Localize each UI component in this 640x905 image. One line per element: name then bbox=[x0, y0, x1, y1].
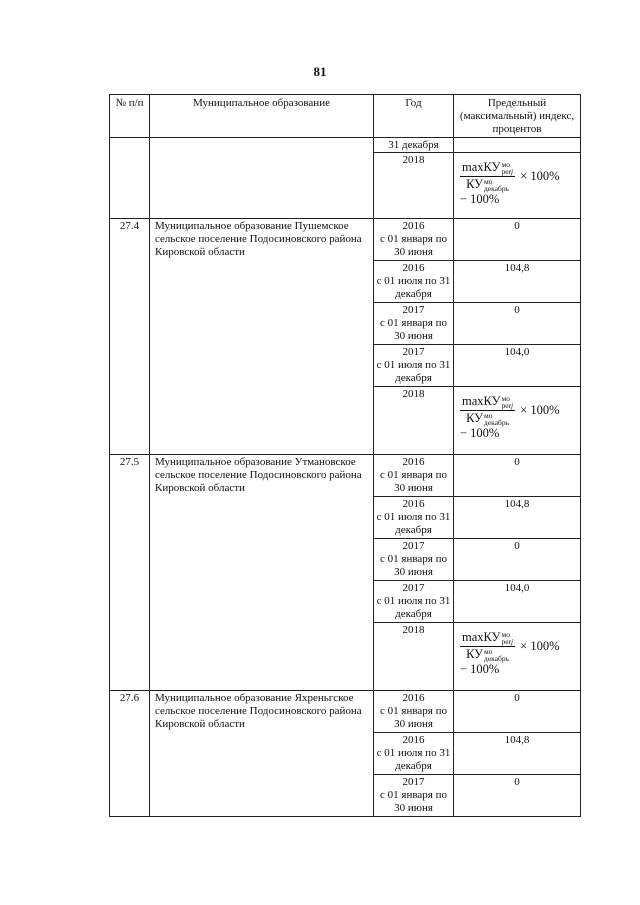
formula-numerator-indices bbox=[501, 395, 513, 409]
period-value: с 01 января по 30 июня bbox=[380, 553, 447, 578]
formula-denominator bbox=[466, 411, 509, 426]
table-row bbox=[110, 691, 581, 733]
value-cell: 104,8 bbox=[454, 733, 581, 775]
formula-denominator-main: КУ bbox=[466, 647, 484, 662]
formula-numerator-sub-j: j bbox=[511, 401, 514, 411]
year-cell bbox=[374, 539, 454, 581]
year-value: 2018 bbox=[402, 388, 425, 400]
year-cell bbox=[374, 581, 454, 623]
value-cell: 0 bbox=[454, 691, 581, 733]
value-cell: 0 bbox=[454, 775, 581, 817]
year-value: 2016 bbox=[402, 220, 425, 232]
period-value: с 01 января по 30 июня bbox=[380, 705, 447, 730]
formula-denominator-main: КУ bbox=[466, 177, 484, 192]
value-cell bbox=[454, 138, 581, 153]
year-cell bbox=[374, 455, 454, 497]
formula-numerator-sub: per bbox=[501, 167, 512, 177]
header-row bbox=[110, 95, 581, 138]
formula-numerator-main: maxКУ bbox=[462, 630, 501, 644]
formula-denominator-indices bbox=[484, 648, 509, 662]
formula-numerator-sub-j: j bbox=[511, 637, 514, 647]
index-formula-cell bbox=[454, 623, 581, 691]
table-row bbox=[110, 455, 581, 497]
municipality-cell: Муниципальное образование Утмановское сельское поселение Подосиновского района Кировской области bbox=[150, 455, 374, 691]
formula-denominator-indices bbox=[484, 178, 509, 192]
year-cell bbox=[374, 497, 454, 539]
formula-denominator-sup: мо bbox=[484, 411, 493, 421]
year-cell bbox=[374, 623, 454, 691]
formula-denominator bbox=[466, 647, 509, 662]
index-table bbox=[109, 94, 581, 817]
formula-numerator-sup: мо bbox=[501, 394, 510, 404]
num-cell: 27.5 bbox=[110, 455, 150, 691]
formula-denominator-sub: декабрь bbox=[484, 418, 510, 428]
year-value: 2018 bbox=[402, 624, 425, 636]
index-formula bbox=[454, 387, 580, 426]
year-value: 2017 bbox=[402, 346, 425, 358]
year-value: 2016 bbox=[402, 262, 425, 274]
formula-fraction bbox=[460, 161, 515, 192]
index-formula-cell bbox=[454, 387, 581, 455]
period-value: с 01 января по 30 июня bbox=[380, 233, 447, 258]
formula-times: × 100% bbox=[520, 169, 560, 184]
formula-denominator-sub: декабрь bbox=[484, 654, 510, 664]
formula-numerator bbox=[460, 161, 515, 177]
formula-numerator-sub-wrap bbox=[501, 638, 513, 645]
value-cell: 0 bbox=[454, 219, 581, 261]
formula-denominator-sub: декабрь bbox=[484, 184, 510, 194]
index-formula-cell bbox=[454, 153, 581, 219]
year-cell: 2018 bbox=[374, 153, 454, 219]
year-cell bbox=[374, 733, 454, 775]
period-value: с 01 июля по 31 декабря bbox=[376, 511, 451, 536]
formula-numerator-sup: мо bbox=[501, 630, 510, 640]
year-cell bbox=[374, 219, 454, 261]
formula-numerator-main: maxКУ bbox=[462, 160, 501, 174]
year-cell bbox=[374, 691, 454, 733]
header-municipality: Муниципальное образование bbox=[150, 95, 374, 138]
index-formula bbox=[454, 623, 580, 662]
formula-numerator-indices bbox=[501, 161, 513, 175]
period-value: с 01 июля по 31 декабря bbox=[376, 275, 451, 300]
num-cell: 27.6 bbox=[110, 691, 150, 817]
formula-fraction bbox=[460, 631, 515, 662]
value-cell: 104,0 bbox=[454, 345, 581, 387]
num-cell bbox=[110, 138, 150, 219]
table-row bbox=[110, 219, 581, 261]
year-value: 2017 bbox=[402, 776, 425, 788]
table-body bbox=[110, 95, 581, 817]
formula-numerator-sup: мо bbox=[501, 160, 510, 170]
year-value: 2017 bbox=[402, 582, 425, 594]
value-cell: 0 bbox=[454, 455, 581, 497]
year-value: 2016 bbox=[402, 692, 425, 704]
year-cell: 31 декабря bbox=[374, 138, 454, 153]
formula-numerator bbox=[460, 395, 515, 411]
num-cell: 27.4 bbox=[110, 219, 150, 455]
value-cell: 0 bbox=[454, 303, 581, 345]
period-value: с 01 июля по 31 декабря bbox=[376, 359, 451, 384]
formula-denominator-main: КУ bbox=[466, 411, 484, 426]
page-number: 81 bbox=[313, 64, 327, 79]
formula-denominator-sup: мо bbox=[484, 177, 493, 187]
formula-numerator-indices bbox=[501, 631, 513, 645]
year-cell bbox=[374, 387, 454, 455]
formula-minus: − 100% bbox=[460, 192, 500, 207]
formula-numerator-main: maxКУ bbox=[462, 394, 501, 408]
period-value: с 01 января по 30 июня bbox=[380, 317, 447, 342]
header-index: Предельный (максимальный) индекс, процентов bbox=[454, 95, 581, 138]
period-value: с 01 июля по 31 декабря bbox=[376, 747, 451, 772]
period-value: с 01 июля по 31 декабря bbox=[376, 595, 451, 620]
year-cell bbox=[374, 775, 454, 817]
formula-numerator-sub-wrap bbox=[501, 402, 513, 409]
formula-fraction bbox=[460, 395, 515, 426]
year-value: 2016 bbox=[402, 456, 425, 468]
year-value: 2016 bbox=[402, 498, 425, 510]
header-num: № п/п bbox=[110, 95, 150, 138]
formula-numerator-sub-j: j bbox=[511, 167, 514, 177]
header-year: Год bbox=[374, 95, 454, 138]
formula-denominator-sup: мо bbox=[484, 647, 493, 657]
value-cell: 104,0 bbox=[454, 581, 581, 623]
formula-times: × 100% bbox=[520, 403, 560, 418]
period-value: с 01 января по 30 июня bbox=[380, 789, 447, 814]
formula-minus: − 100% bbox=[460, 662, 500, 677]
formula-denominator bbox=[466, 177, 509, 192]
municipality-cell: Муниципальное образование Яхреньгское сельское поселение Подосиновского района Кировской области bbox=[150, 691, 374, 817]
formula-numerator-sub: per bbox=[501, 401, 512, 411]
year-value: 2017 bbox=[402, 304, 425, 316]
formula-numerator-sub-wrap bbox=[501, 168, 513, 175]
year-cell bbox=[374, 345, 454, 387]
formula-numerator-sub: per bbox=[501, 637, 512, 647]
formula-minus: − 100% bbox=[460, 426, 500, 441]
table-row bbox=[110, 138, 581, 153]
year-value: 2016 bbox=[402, 734, 425, 746]
value-cell: 0 bbox=[454, 539, 581, 581]
formula-numerator bbox=[460, 631, 515, 647]
year-value: 2017 bbox=[402, 540, 425, 552]
year-cell bbox=[374, 261, 454, 303]
value-cell: 104,8 bbox=[454, 261, 581, 303]
year-cell bbox=[374, 303, 454, 345]
period-value: с 01 января по 30 июня bbox=[380, 469, 447, 494]
formula-denominator-indices bbox=[484, 412, 509, 426]
municipality-cell bbox=[150, 138, 374, 219]
index-formula bbox=[454, 153, 580, 192]
formula-times: × 100% bbox=[520, 639, 560, 654]
municipality-cell: Муниципальное образование Пушемское сельское поселение Подосиновского района Кировской области bbox=[150, 219, 374, 455]
value-cell: 104,8 bbox=[454, 497, 581, 539]
